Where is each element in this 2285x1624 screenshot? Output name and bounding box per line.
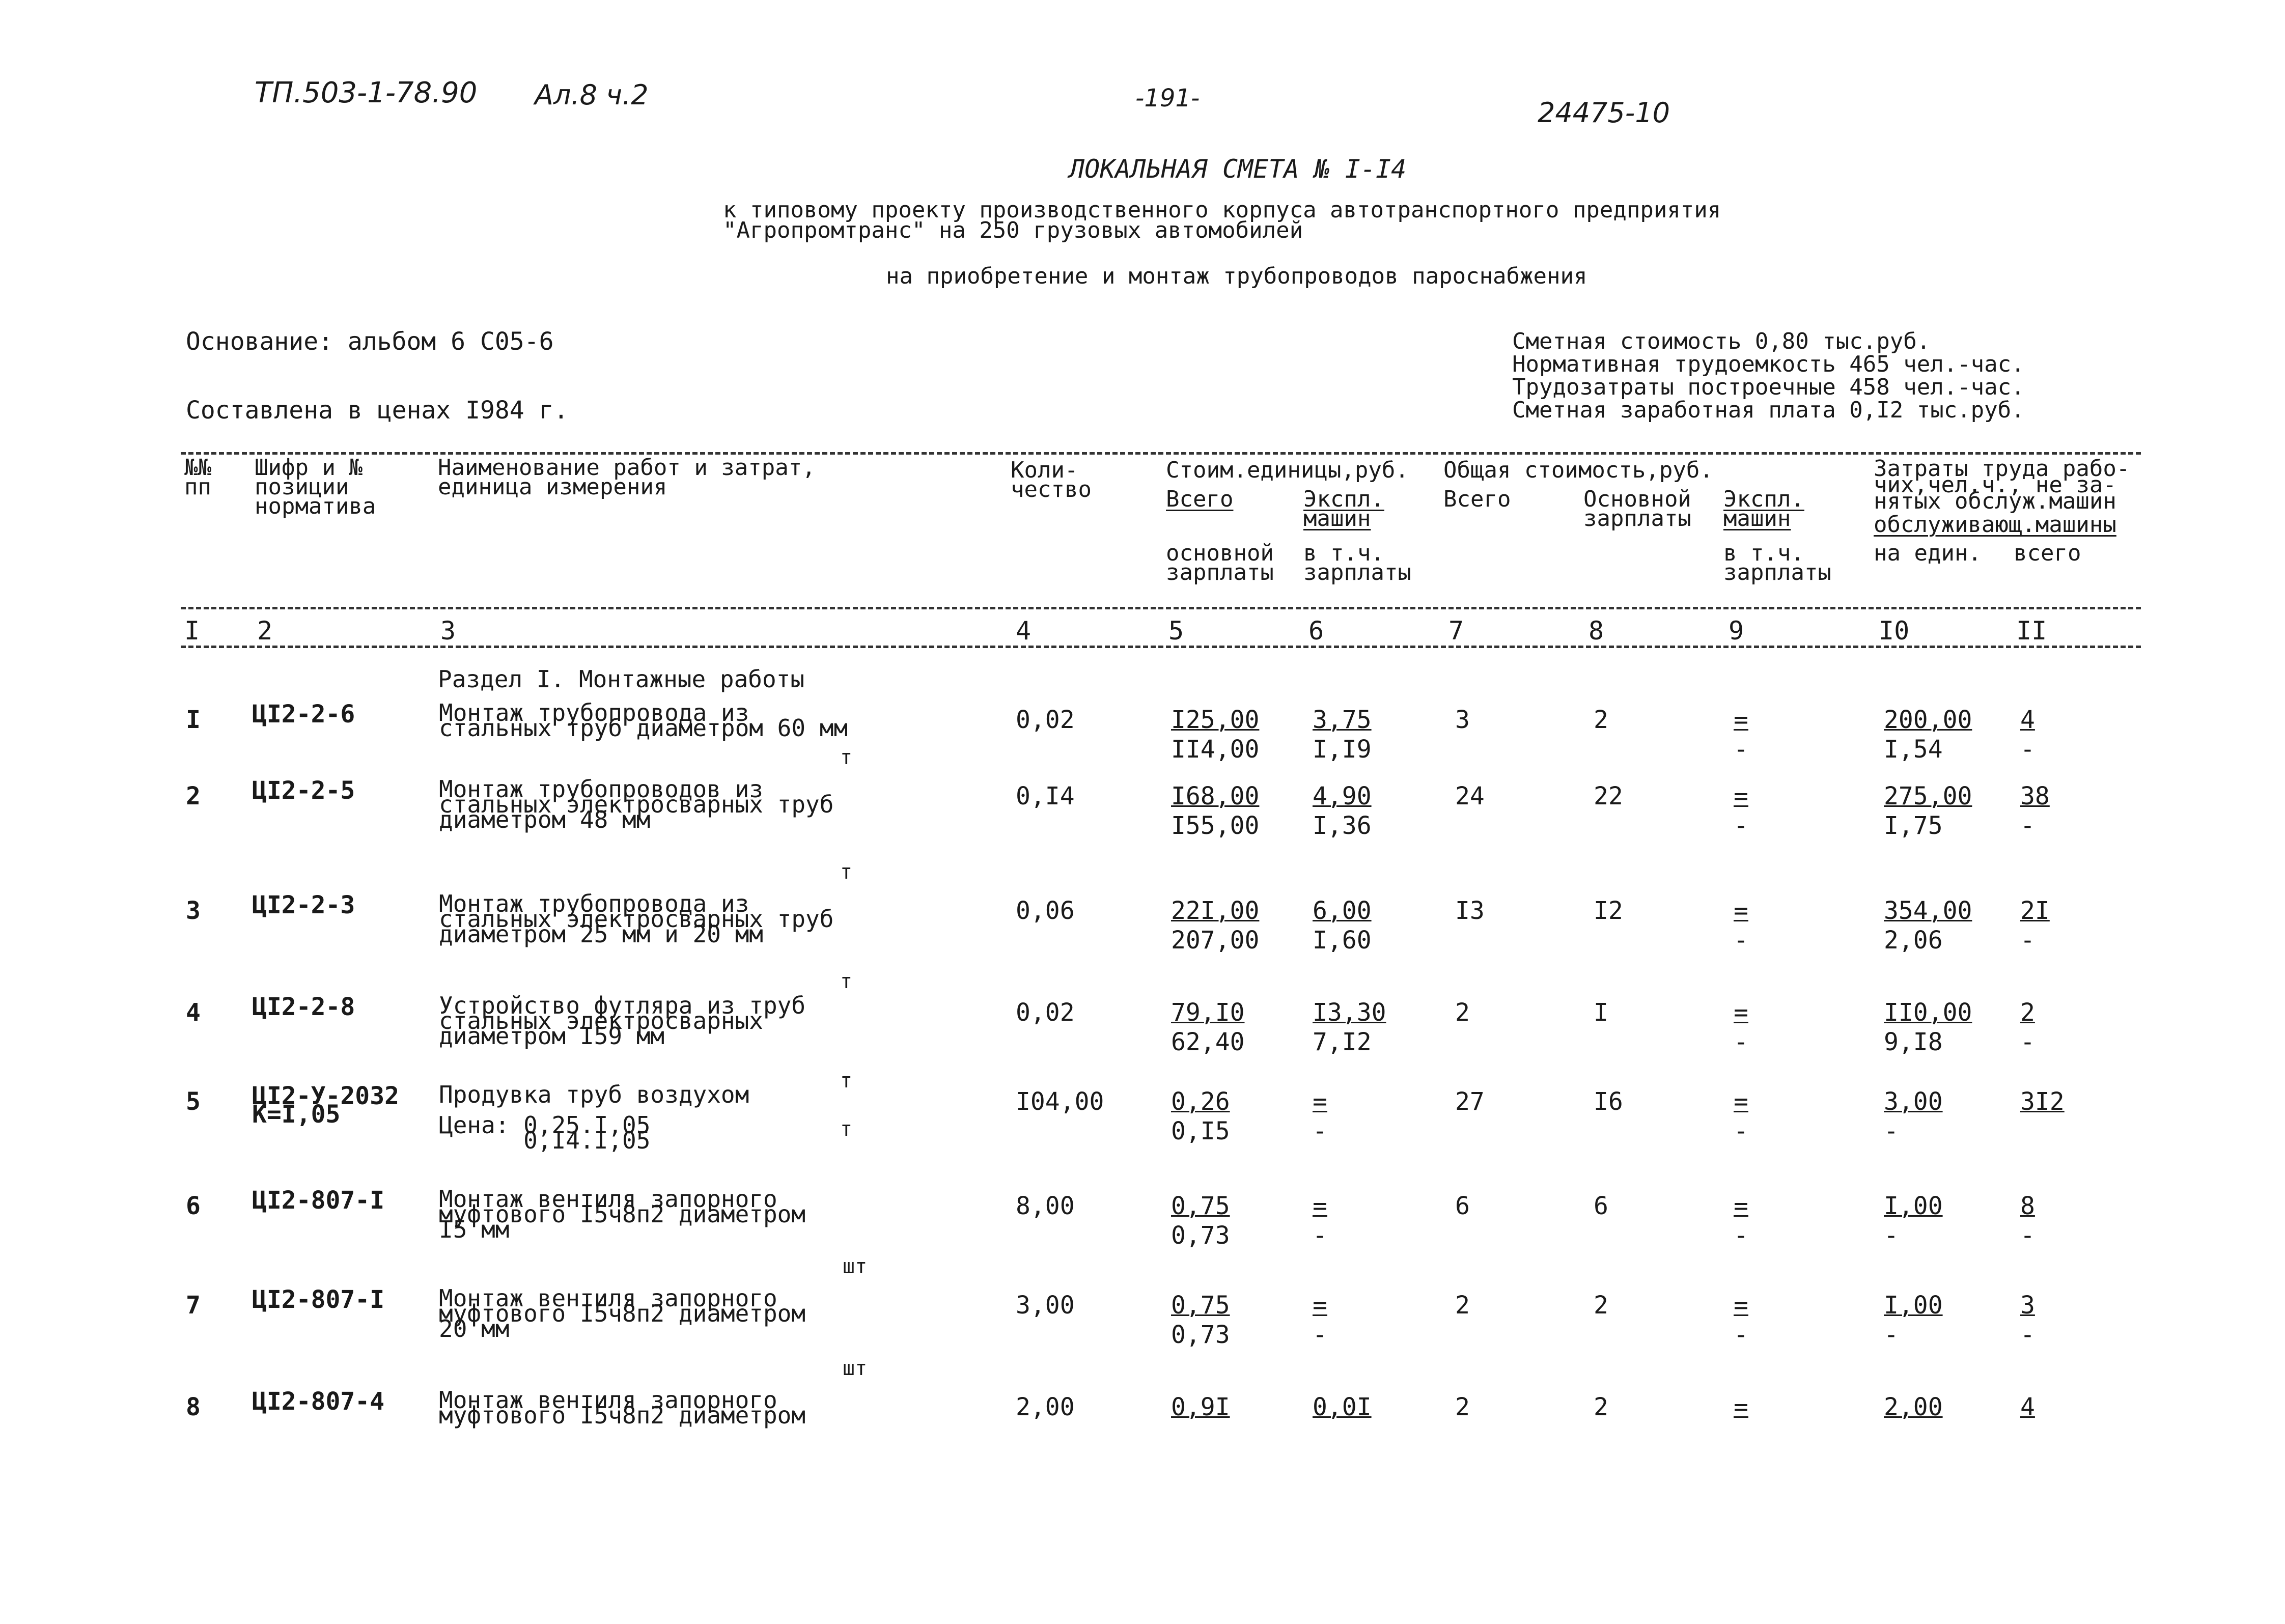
head-labor: Затраты труда рабо- чих,чел.ч., не за- нятых обслуж.машин [1874,456,2130,514]
col-number: 2 [257,616,273,646]
unit-machine-cost: 0,0I [1313,1393,1372,1421]
total-machine-cost: = [1734,1291,1748,1320]
subtitle-line-3: на приобретение и монтаж трубопроводов пароснабжения [886,263,1587,289]
unit-machine-cost: 3,75 [1313,706,1372,734]
head-total-cost: Общая стоимость,руб. [1443,457,1713,483]
unit-cost-wage: 207,00 [1171,926,1260,955]
row-qty: I04,00 [1016,1087,1104,1116]
row-name: Монтаж трубопровода из стальных труб диаметром 60 мм [439,699,848,742]
col-number: 3 [440,616,456,646]
labor-per-unit-sub: - [1884,1321,1899,1349]
total-machine-cost: = [1734,706,1748,734]
prices-note: Составлена в ценах I984 г. [186,396,569,425]
unit-machine-wage: I,I9 [1313,735,1372,764]
labor-total-sub: - [2020,1028,2035,1056]
head-unit-machine: Экспл. машин [1303,486,1384,531]
labor-per-unit: 2,00 [1884,1393,1943,1421]
total-cost: 6 [1455,1192,1470,1220]
total-machine-wage: - [1734,735,1748,764]
labor-per-unit: 354,00 [1884,897,1972,925]
labor-total: 4 [2020,706,2035,734]
col-number-rule [181,646,2141,648]
unit-machine-cost: = [1313,1087,1327,1116]
row-unit: т [840,1069,853,1093]
head-num: №№ пп [184,455,211,500]
summary-line-2: Нормативная трудоемкость 465 чел.-час. [1512,351,2025,377]
total-cost: 24 [1455,782,1485,810]
labor-per-unit-sub: I,75 [1884,811,1943,840]
head-unit-total: Всего [1166,486,1234,512]
row-code: ЦI2-У-2032 К=I,05 [252,1082,399,1129]
labor-per-unit: I,00 [1884,1291,1943,1320]
labor-total: 3 [2020,1291,2035,1320]
row-number: 8 [186,1393,201,1421]
row-code: ЦI2-807-I [252,1285,385,1314]
total-machine-cost: = [1734,1087,1748,1116]
row-qty: 2,00 [1016,1393,1075,1421]
row-unit: т [840,860,853,884]
total-machine-cost: = [1734,897,1748,925]
labor-total: 8 [2020,1192,2035,1220]
labor-per-unit: 200,00 [1884,706,1972,734]
page-number: -191- [1135,84,1200,113]
col-number: I [184,616,200,646]
labor-per-unit: I,00 [1884,1192,1943,1220]
row-qty: 0,06 [1016,897,1075,925]
unit-cost-total: 0,9I [1171,1393,1230,1421]
total-machine-wage: - [1734,811,1748,840]
labor-per-unit-sub: - [1884,1117,1899,1145]
unit-machine-cost: 6,00 [1313,897,1372,925]
doc-code: ТП.503-1-78.90 [255,76,478,109]
total-wage: 2 [1594,706,1608,734]
head-labor-total: всего [2014,540,2081,566]
row-name: Продувка труб воздухом Цена: 0,25.I,05 0,I4.I,05 [439,1081,749,1154]
labor-total: 3I2 [2020,1087,2065,1116]
row-qty: 0,02 [1016,998,1075,1027]
row-name: Монтаж трубопроводов из стальных электросварных труб диаметром 48 мм [439,775,834,833]
unit-machine-wage: - [1313,1321,1327,1349]
unit-machine-wage: - [1313,1221,1327,1250]
summary-line-4: Сметная заработная плата 0,I2 тыс.руб. [1512,397,2025,423]
archive-number: 24475-10 [1538,97,1670,129]
labor-per-unit: 3,00 [1884,1087,1943,1116]
row-unit: т [840,970,853,993]
col-number: 8 [1589,616,1604,646]
row-number: I [186,706,201,734]
row-code: ЦI2-807-4 [252,1387,385,1416]
total-machine-wage: - [1734,1221,1748,1250]
subtitle-line-1: к типовому проекту производственного корпуса автотранспортного предприятия [723,197,1721,223]
row-number: 2 [186,782,201,810]
row-qty: 8,00 [1016,1192,1075,1220]
row-code: ЦI2-807-I [252,1186,385,1215]
total-cost: 2 [1455,1291,1470,1320]
unit-machine-wage: 7,I2 [1313,1028,1372,1056]
unit-cost-wage: 0,73 [1171,1321,1230,1349]
row-name: Устройство футляра из труб стальных электросварных диаметром I59 мм [439,992,806,1050]
unit-cost-total: 0,75 [1171,1192,1230,1220]
row-code: ЦI2-2-8 [252,993,355,1021]
unit-cost-wage: 62,40 [1171,1028,1245,1056]
unit-cost-total: 0,26 [1171,1087,1230,1116]
labor-total-sub: - [2020,735,2035,764]
labor-per-unit: 275,00 [1884,782,1972,810]
total-cost: I3 [1455,897,1485,925]
unit-cost-total: 79,I0 [1171,998,1245,1027]
unit-machine-cost: I3,30 [1313,998,1386,1027]
col-number: 4 [1016,616,1032,646]
total-cost: 3 [1455,706,1470,734]
head-total-wage: Основной зарплаты [1583,486,1691,531]
head-unit-wage: основной зарплаты [1166,540,1274,585]
row-number: 6 [186,1192,201,1220]
unit-machine-wage: I,60 [1313,926,1372,955]
col-number: 9 [1729,616,1744,646]
total-machine-wage: - [1734,926,1748,955]
unit-machine-wage: - [1313,1117,1327,1145]
labor-total: 2 [2020,998,2035,1027]
album-ref: Ал.8 ч.2 [535,79,649,111]
unit-cost-total: I68,00 [1171,782,1260,810]
unit-cost-wage: II4,00 [1171,735,1260,764]
unit-cost-wage: 0,I5 [1171,1117,1230,1145]
labor-total: 38 [2020,782,2050,810]
row-code: ЦI2-2-5 [252,776,355,805]
labor-total-sub: - [2020,926,2035,955]
head-labor-sub: обслуживающ.машины [1874,512,2116,538]
labor-total: 4 [2020,1393,2035,1421]
total-wage: 2 [1594,1393,1608,1421]
unit-cost-wage: 0,73 [1171,1221,1230,1250]
row-name: Монтаж трубопровода из стальных электросварных труб диаметром 25 мм и 20 мм [439,890,834,948]
head-unit-machine-wage: в т.ч. зарплаты [1303,540,1411,585]
subtitle-line-2: "Агропромтранс" на 250 грузовых автомобилей [723,217,1303,243]
page-title: ЛОКАЛЬНАЯ СМЕТА № I-I4 [1069,154,1407,184]
total-machine-cost: = [1734,782,1748,810]
labor-per-unit: II0,00 [1884,998,1972,1027]
total-cost: 2 [1455,998,1470,1027]
row-number: 4 [186,998,201,1027]
col-number: II [2016,616,2047,646]
unit-cost-total: 0,75 [1171,1291,1230,1320]
unit-machine-cost: 4,90 [1313,782,1372,810]
head-total-machine-wage: в т.ч. зарплаты [1723,540,1831,585]
total-wage: 2 [1594,1291,1608,1320]
labor-per-unit-sub: 9,I8 [1884,1028,1943,1056]
total-cost: 2 [1455,1393,1470,1421]
labor-per-unit-sub: 2,06 [1884,926,1943,955]
unit-machine-cost: = [1313,1192,1327,1220]
summary-line-3: Трудозатраты построечные 458 чел.-час. [1512,374,2025,400]
row-number: 5 [186,1087,201,1116]
row-name: Монтаж вентиля запорного муфтового I5ч8п2 диаметром [439,1386,806,1429]
head-unit-cost: Стоим.единицы,руб. [1166,457,1409,483]
header-bottom-rule [181,607,2141,609]
unit-cost-total: I25,00 [1171,706,1260,734]
row-number: 3 [186,897,201,925]
row-name: Монтаж вентиля запорного муфтового I5ч8п2 диаметром I5 мм [439,1185,806,1243]
total-wage: I2 [1594,897,1623,925]
unit-cost-wage: I55,00 [1171,811,1260,840]
row-qty: 0,02 [1016,706,1075,734]
basis-note: Основание: альбом 6 С05-6 [186,327,554,356]
head-name: Наименование работ и затрат, единица измерения [438,455,816,500]
row-qty: 0,I4 [1016,782,1075,810]
head-qty: Коли- чество [1011,457,1092,502]
labor-total: 2I [2020,897,2050,925]
row-code: ЦI2-2-3 [252,891,355,919]
labor-per-unit-sub: - [1884,1221,1899,1250]
head-labor-per-unit: на един. [1874,540,1982,566]
summary-line-1: Сметная стоимость 0,80 тыс.руб. [1512,328,1931,354]
total-wage: 6 [1594,1192,1608,1220]
total-machine-cost: = [1734,1393,1748,1421]
total-wage: 22 [1594,782,1623,810]
labor-total-sub: - [2020,1321,2035,1349]
total-cost: 27 [1455,1087,1485,1116]
row-unit: шт [843,1255,868,1278]
labor-total-sub: - [2020,811,2035,840]
row-unit: т [840,746,853,769]
unit-cost-total: 22I,00 [1171,897,1260,925]
unit-machine-cost: = [1313,1291,1327,1320]
section-title: Раздел I. Монтажные работы [438,665,805,693]
total-machine-wage: - [1734,1028,1748,1056]
row-unit: т [840,1117,853,1141]
row-code: ЦI2-2-6 [252,700,355,729]
col-number: 6 [1308,616,1324,646]
unit-machine-wage: I,36 [1313,811,1372,840]
head-total-all: Всего [1443,486,1511,512]
total-wage: I [1594,998,1608,1027]
row-qty: 3,00 [1016,1291,1075,1320]
row-name: Монтаж вентиля запорного муфтового I5ч8п2 диаметром 20 мм [439,1284,806,1342]
total-machine-wage: - [1734,1321,1748,1349]
row-unit: шт [843,1357,868,1380]
total-wage: I6 [1594,1087,1623,1116]
col-number: 5 [1168,616,1184,646]
total-machine-cost: = [1734,1192,1748,1220]
total-machine-wage: - [1734,1117,1748,1145]
head-code: Шифр и № позиции норматива [255,455,376,519]
labor-per-unit-sub: I,54 [1884,735,1943,764]
row-number: 7 [186,1291,201,1320]
col-number: 7 [1448,616,1464,646]
col-number: I0 [1879,616,1910,646]
labor-total-sub: - [2020,1221,2035,1250]
total-machine-cost: = [1734,998,1748,1027]
head-total-machine: Экспл. машин [1723,486,1804,531]
